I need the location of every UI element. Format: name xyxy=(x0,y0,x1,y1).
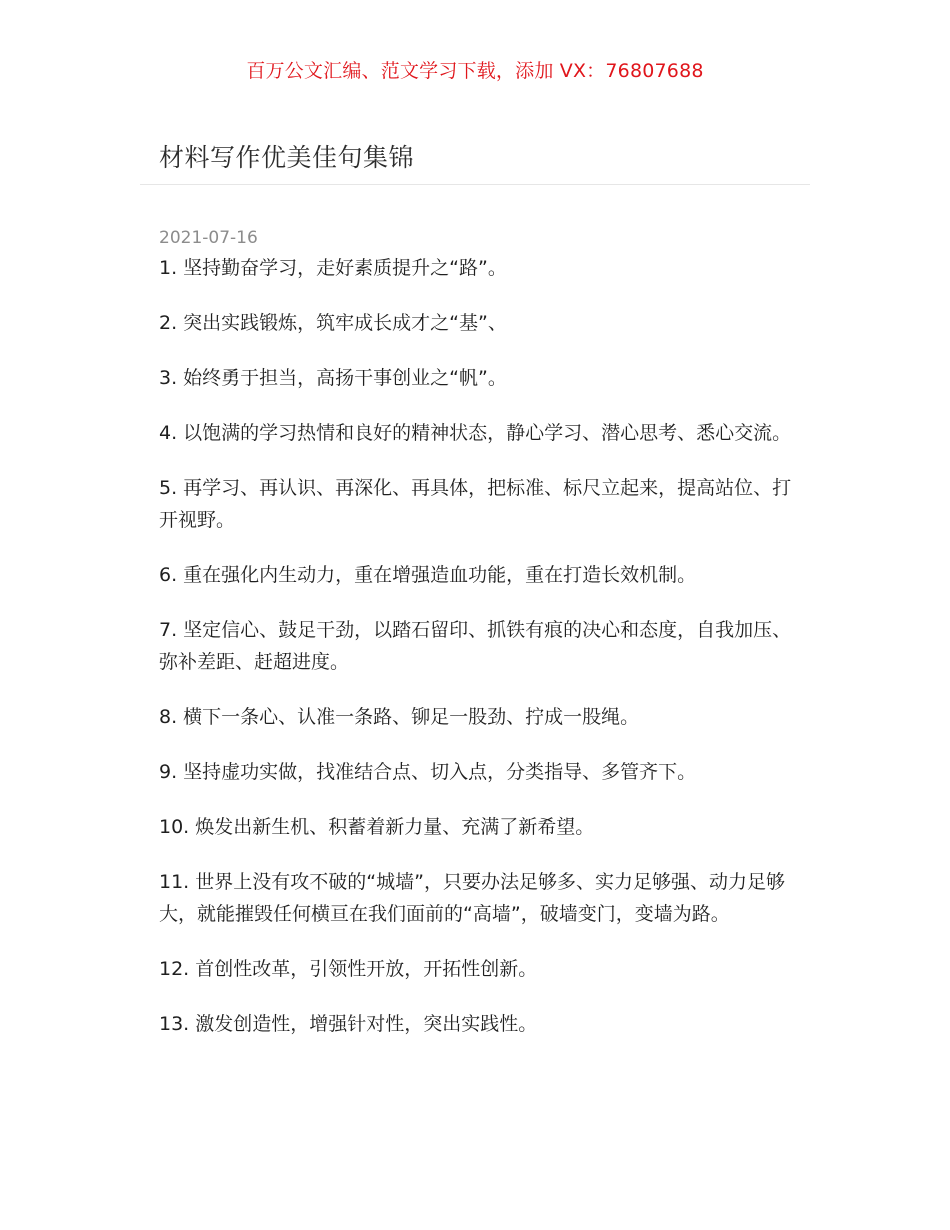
list-item: 4. 以饱满的学习热情和良好的精神状态，静心学习、潜心思考、悉心交流。 xyxy=(159,422,792,444)
sentence-list xyxy=(159,252,799,1063)
list-item: 3. 始终勇于担当，高扬干事创业之“帆”。 xyxy=(159,367,507,389)
list-item: 7. 坚定信心、鼓足干劲，以踏石留印、抓铁有痕的决心和态度，自我加压、弥补差距、赶超进度。 xyxy=(159,619,792,673)
list-item: 9. 坚持虚功实做，找准结合点、切入点，分类指导、多管齐下。 xyxy=(159,761,697,783)
list-item: 12. 首创性改革，引领性开放，开拓性创新。 xyxy=(159,958,538,980)
list-item: 13. 激发创造性，增强针对性，突出实践性。 xyxy=(159,1013,538,1035)
title-divider xyxy=(140,184,810,185)
list-item: 1. 坚持勤奋学习，走好素质提升之“路”。 xyxy=(159,257,507,279)
publish-date: 2021-07-16 xyxy=(159,228,258,248)
list-item: 6. 重在强化内生动力，重在增强造血功能，重在打造长效机制。 xyxy=(159,564,697,586)
list-item: 11. 世界上没有攻不破的“城墙”，只要办法足够多、实力足够强、动力足够大，就能摧毁任何横亘在我们面前的“高墙”，破墙变门，变墙为路。 xyxy=(159,871,785,925)
list-item: 10. 焕发出新生机、积蓄着新力量、充满了新希望。 xyxy=(159,816,595,838)
list-item: 5. 再学习、再认识、再深化、再具体，把标准、标尺立起来，提高站位、打开视野。 xyxy=(159,477,792,531)
list-item: 2. 突出实践锻炼，筑牢成长成才之“基”、 xyxy=(159,312,507,334)
page-title: 材料写作优美佳句集锦 xyxy=(159,143,415,172)
list-item: 8. 横下一条心、认准一条路、铆足一股劲、拧成一股绳。 xyxy=(159,706,640,728)
watermark-banner: 百万公文汇编、范文学习下载，添加 VX：76807688 xyxy=(246,60,704,82)
